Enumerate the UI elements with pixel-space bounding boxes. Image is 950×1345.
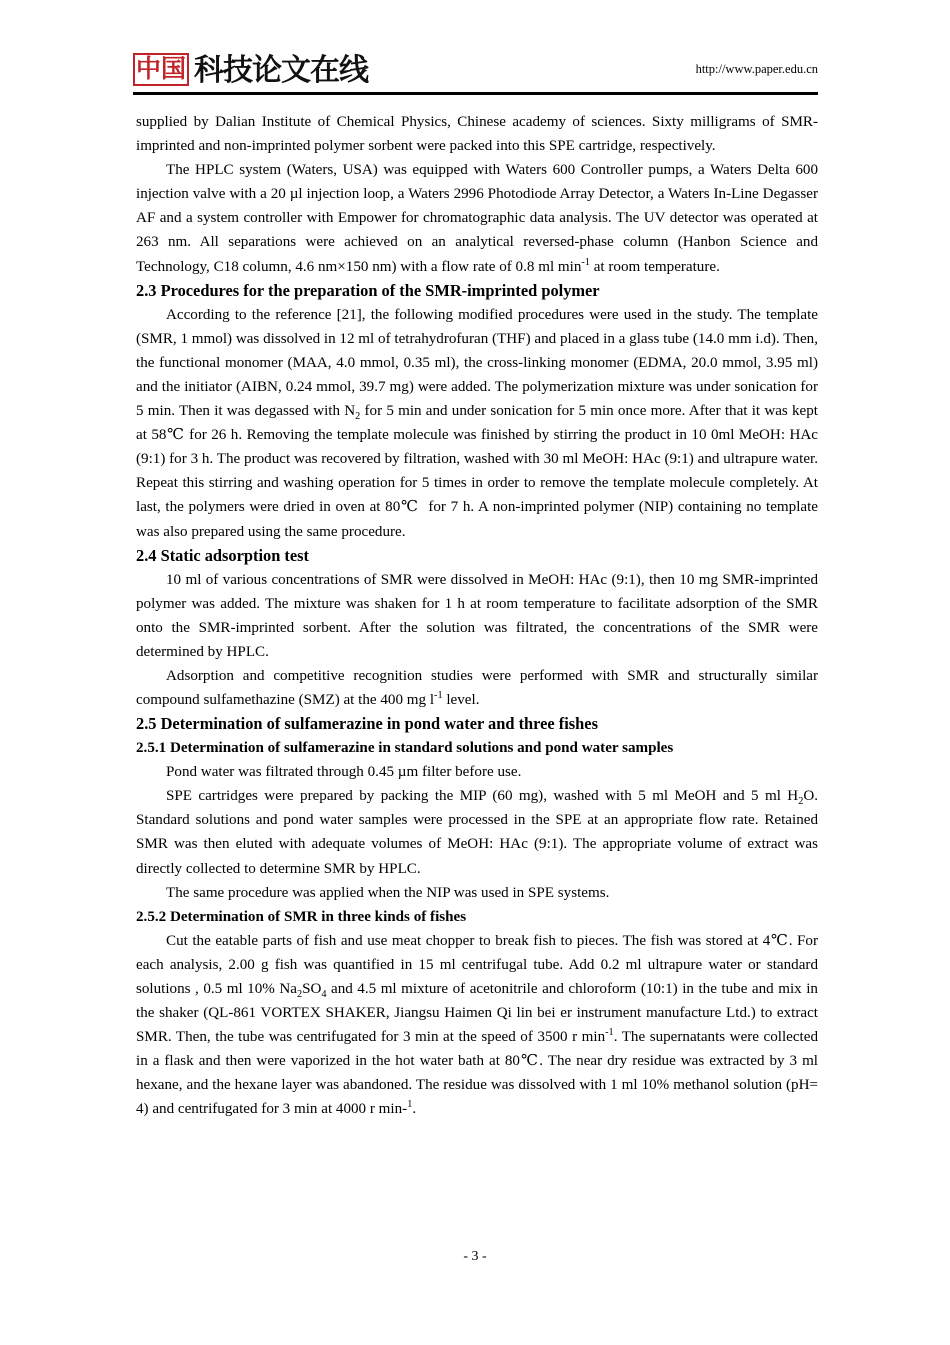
paragraph-continued: supplied by Dalian Institute of Chemical Physics, Chinese academy of sciences. Sixty milligrams of SMR-imprinted and non-imprinted polymer sorbent were packed into this SPE cartridge, respectively. (136, 114, 818, 155)
paragraph-hplc-system: The HPLC system (Waters, USA) was equipped with Waters 600 Controller pumps, a Waters Delta 600 injection valve with a 20 µl injection loop, a Waters 2996 Photodiode Array Detector, a Waters In-Line Degasser AF and a system controller with Empower for chromatographic data analysis. The UV detector was operated at 263 nm. All separations were achieved on an analytical reversed-phase column (Hanbon Science and Technology, C18 column, 4.6 nm×150 nm) with a flow rate of 0.8 ml $\min^{-1}$ at room temperature. (136, 162, 818, 275)
paragraph-nip-procedure: The same procedure was applied when the NIP was used in SPE systems. (166, 884, 610, 901)
logo-boxed-characters: 中国 (133, 53, 189, 86)
heading-2-5-1: 2.5.1 Determination of sulfamerazine in standard solutions and pond water samples (136, 740, 674, 757)
heading-2-5-2: 2.5.2 Determination of SMR in three kinds of fishes (136, 908, 467, 925)
logo-plain-characters: 科技论文在线 (194, 53, 369, 88)
heading-2-3: 2.3 Procedures for the preparation of the SMR-imprinted polymer (136, 280, 600, 300)
document-body (136, 110, 818, 1121)
header-divider (133, 92, 818, 95)
paragraph-polymer-preparation: According to the reference [21], the following modified procedures were used in the study. The template (SMR, 1 mmol) was dissolved in 12 ml of tetrahydrofuran (THF) and placed in a glass tube (14.0 mm i.d). Then, the functional monomer (MAA, 4.0 mmol, 0.35 ml), the cross-linking monomer (EDMA, 20.0 mmol, 3.95 ml) and the initiator (AIBN, 0.24 mmol, 39.7 mg) were added. The polymerization mixture was under sonication for 5 min. Then it was degassed with $N_2$ for 5 min and under sonication for 5 min once more. After that it was kept at 58℃ for 26 h. Removing the template molecule was finished by stirring the product in 10 0ml MeOH: HAc (9:1) for 3 h. The product was recovered by filtration, washed with 30 ml MeOH: HAc (9:1) and ultrapure water. Repeat this stirring and washing operation for 5 times in order to remove the template molecule completely. At last, the polymers were dried in oven at 80℃ for 7 h. A non-imprinted polymer (NIP) containing no template was also prepared using the same procedure. (136, 306, 818, 540)
header-url: http://www.paper.edu.cn (695, 62, 818, 76)
paragraph-fish-determination: Cut the eatable parts of fish and use meat chopper to break fish to pieces. The fish was stored at 4℃. For each analysis, 2.00 g fish was quantified in 15 ml centrifugal tube. Add 0.2 ml ultrapure water or standard solutions , 0.5 ml 10% $Na_2SO_4$ and 4.5 ml mixture of acetonitrile and chloroform (10:1) in the tube and mix in the shaker (QL-861 VORTEX SHAKER, Jiangsu Haimen Qi lin bei er instrument manufacture Ltd.) to extract SMR. Then, the tube was centrifugated for 3 min at the speed of 3500 r $\min^{-1}$. The supernatants were collected in a flask and then were vaporized in the hot water bath at 80℃. The near dry residue was extracted by 3 ml hexane, and the hexane layer was abandoned. The residue was dissolved with 1 ml 10% methanol solution (pH= 4) and centrifugated for 3 min at 4000 r min-$^1$. (136, 932, 818, 1118)
page-header (133, 44, 818, 92)
paragraph-spe-cartridges: SPE cartridges were prepared by packing the MIP (60 mg), washed with 5 ml MeOH and 5 ml $H_2O$. Standard solutions and pond water samples were processed in the SPE at an appropriate flow rate. Retained SMR was then eluted with adequate volumes of MeOH: HAc (9:1). The appropriate volume of extract was directly collected to determine SMR by HPLC. (136, 788, 818, 877)
heading-2-5: 2.5 Determination of sulfamerazine in pond water and three fishes (136, 714, 598, 734)
page-footer (0, 1249, 950, 1265)
paragraph-static-adsorption: 10 ml of various concentrations of SMR were dissolved in MeOH: HAc (9:1), then 10 mg SMR-imprinted polymer was added. The mixture was shaken for 1 h at room temperature to facilitate adsorption of the SMR onto the SMR-imprinted sorbent. After the solution was filtrated, the concentrations of the SMR were determined by HPLC. (136, 571, 818, 660)
paragraph-competitive-recognition: Adsorption and competitive recognition studies were performed with SMR and structurally similar compound sulfamethazine (SMZ) at the 400 mg $l^{-1}$ level. (136, 667, 818, 709)
page-number: - 3 - (463, 1249, 487, 1264)
paragraph-pond-water-filtration: Pond water was filtrated through 0.45 µm filter before use. (166, 764, 522, 781)
heading-2-4: 2.4 Static adsorption test (136, 545, 310, 565)
site-logo (133, 46, 368, 86)
